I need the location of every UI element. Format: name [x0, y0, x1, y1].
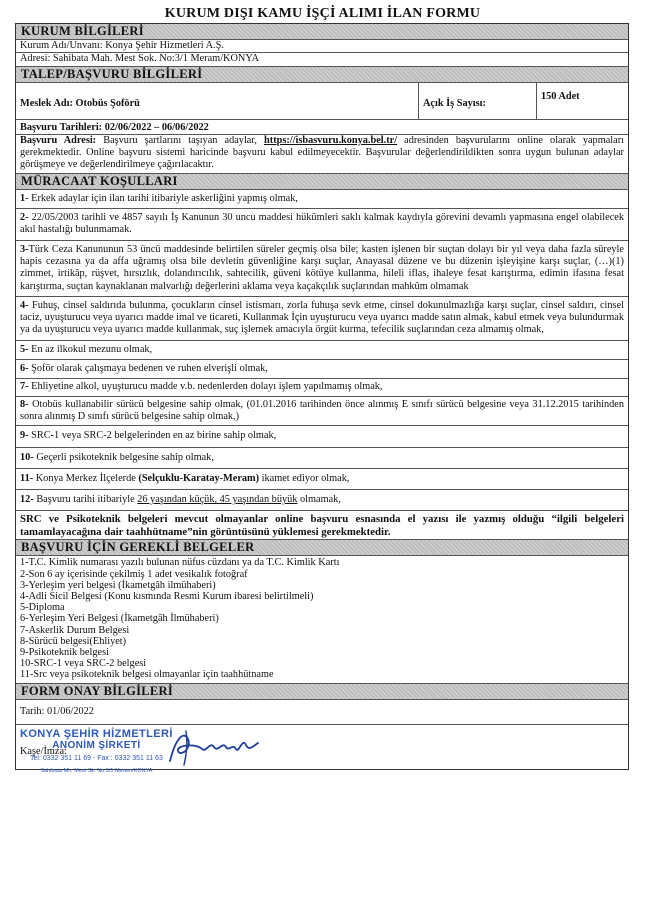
kosul-6-text: Şoför olarak çalışmaya bedenen ve ruhen elverişli olmak,	[31, 363, 268, 375]
belge-item: 6-Yerleşim Yeri Belgesi (İkametgâh İlmühaberi)	[20, 613, 219, 625]
onay-tarih-label: Tarih:	[20, 705, 45, 717]
kosul-11-number: 11-	[20, 472, 34, 484]
onay-header: FORM ONAY BİLGİLERİ	[16, 684, 628, 700]
kosul-11-districts: (Selçuklu-Karatay-Meram)	[138, 472, 260, 484]
belge-item: 2-Son 6 ay içerisinde çekilmiş 1 adet vesikalık fotoğraf	[20, 568, 248, 580]
kurum-header: KURUM BİLGİLERİ	[16, 24, 628, 40]
belgeler-header: BAŞVURU İÇİN GEREKLİ BELGELER	[16, 540, 628, 556]
kosul-6-number: 6-	[20, 363, 29, 375]
belge-item: 8-Sürücü belgesi(Ehliyet)	[20, 635, 127, 647]
meslek-cell	[16, 83, 419, 119]
form-table	[15, 23, 629, 774]
kase-imza-row	[16, 725, 628, 774]
src-note: SRC ve Psikoteknik belgeleri mevcut olmayanlar online başvuru esnasında el yazısı ile yazmış olduğu “ilgili belgeleri tamamlayacağına dair taahhütname”nin görüntüsünü yüklemesi gerekmektedir.	[16, 511, 628, 540]
kosul-11-text-end: ikamet ediyor olmak,	[261, 472, 350, 484]
belge-item: 10-SRC-1 veya SRC-2 belgesi	[20, 658, 147, 670]
meslek-label: Meslek Adı:	[20, 97, 73, 109]
kurum-adi-label: Kurum Adı/Unvanı:	[20, 40, 103, 51]
kosul-2-text: 22/05/2003 tarihli ve 4857 sayılı İş Kanunun 30 uncu maddesi hükümleri saklı kalmak kaydıyla görevini devamlı yapmasına engel olabilecek akıl hastalığı bulunmamak.	[20, 212, 624, 236]
kosul-8-number: 8-	[20, 398, 29, 410]
kosul-2	[16, 209, 628, 241]
belge-item: 5-Diploma	[20, 602, 65, 614]
stamp-line-2: ANONİM ŞİRKETİ	[52, 740, 141, 752]
form-title: KURUM DIŞI KAMU İŞÇİ ALIMI İLAN FORMU	[164, 6, 481, 21]
kosul-5-number: 5-	[20, 343, 29, 355]
belge-item: 3-Yerleşim yeri belgesi (İkametgâh ilmühaberi)	[20, 579, 216, 591]
talep-header: TALEP/BAŞVURU BİLGİLERİ	[16, 67, 628, 83]
kosul-1	[16, 190, 628, 209]
kosul-9	[16, 426, 628, 447]
basvuru-adres-text1: Başvuru şartlarını taşıyan adaylar,	[103, 134, 257, 146]
kosul-9-number: 9-	[20, 430, 29, 442]
kosul-9-text: SRC-1 veya SRC-2 belgelerinden en az birine sahip olmak,	[31, 430, 277, 442]
kosul-7	[16, 379, 628, 396]
basvuru-adres-row	[16, 135, 628, 174]
meslek-value: Otobüs Şoförü	[75, 97, 140, 109]
basvuru-tarih-label: Başvuru Tarihleri:	[20, 121, 103, 133]
kosul-2-number: 2-	[20, 212, 29, 224]
meslek-row	[16, 83, 628, 120]
belge-item: 9-Psikoteknik belgesi	[20, 647, 109, 659]
kosul-6	[16, 360, 628, 379]
belge-item: 7-Askerlik Durum Belgesi	[20, 624, 130, 636]
basvuru-adres-label: Başvuru Adresi:	[20, 134, 97, 146]
kosul-5-text: En az ilkokul mezunu olmak,	[31, 343, 153, 355]
kase-imza-label: Kaşe/İmza:	[20, 745, 67, 757]
acik-is-value: 150 Adet	[541, 90, 580, 102]
kurum-adres-label: Adresi:	[20, 53, 51, 65]
muracaat-header: MÜRACAAT KOŞULLARI	[16, 174, 628, 190]
onay-tarih-row	[16, 700, 628, 725]
onay-tarih: 01/06/2022	[47, 705, 94, 717]
kosul-11	[16, 469, 628, 490]
kosul-4	[16, 297, 628, 341]
kosul-12-number: 12-	[20, 494, 34, 506]
belge-item: 1-T.C. Kimlik numarası yazılı bulunan nüfus cüzdanı ya da T.C. Kimlik Kartı	[20, 557, 340, 569]
kurum-adi: Konya Şehir Hizmetleri A.Ş.	[105, 40, 224, 51]
kosul-5	[16, 341, 628, 360]
stamp-line-4: Sahibata Mh. Mest Sk. No:3/1 Meram/KONYA	[40, 767, 153, 774]
basvuru-tarih: 02/06/2022 – 06/06/2022	[104, 121, 209, 133]
kosul-1-text: Erkek adaylar için ilan tarihi itibariyle askerliğini yapmış olmak,	[31, 192, 298, 204]
kurum-adres: Sahibata Mah. Mest Sok. No:3/1 Meram/KONYA	[52, 53, 260, 65]
kosul-8-text: Otobüs kullanabilir sürücü belgesine sahip olmak, (01.01.2016 tarihinden önce alınmış E sınıfı sürücü belgesine veya 31.12.2015 tarihinden sonra alınmış D sınıfı sürücü belgesine sahip olmak,)	[20, 398, 624, 422]
kosul-7-text: Ehliyetine alkol, uyuşturucu madde v.b. nedenlerden dolayı işlem yapılmamış olmak,	[31, 381, 383, 393]
kosul-12	[16, 490, 628, 511]
kosul-12-text-end: olmamak,	[300, 494, 341, 506]
kosul-1-number: 1-	[20, 192, 29, 204]
belgeler-list	[16, 556, 628, 683]
basvuru-url-link[interactable]: https://isbasvuru.konya.bel.tr/	[264, 134, 398, 146]
kosul-10	[16, 448, 628, 469]
kosul-4-number: 4-	[20, 299, 29, 311]
kosul-12-age-range: 26 yaşından küçük, 45 yaşından büyük	[137, 494, 298, 506]
acik-is-label: Açık İş Sayısı:	[419, 83, 537, 119]
kosul-12-text: Başvuru tarihi itibariyle	[36, 494, 135, 506]
basvuru-adres-text2: adresinden başvurularını online olarak yapmaları gerekmektedir. Online başvuru sistemi haricinde başvuru kabul edilmeyecektir. Başvurular değerlendirildikten sonra uygun bulunan adaylar görüşmeye ve değerlendirilmeye çağırılacaktır.	[20, 134, 625, 171]
tarih-row	[16, 120, 628, 135]
kosul-3-text: Türk Ceza Kanununun 53 üncü maddesinde belirtilen süreler geçmiş olsa bile; kasten işlenen bir suçtan dolayı bir yıl veya daha fazla süreyle hapis cezasına ya da affa uğramış olsa bile devletin güvenliğine karşı suçlar, Anayasal düzene ve bu düzenin işleyişine karşı suçlar, (…)(1) zimmet, irtikâp, rüşvet, hırsızlık, dolandırıcılık, sahtecilik, güveni kötüye kullanma, hileli iflas, ihaleye fesat karıştırma, edimin ifasına fesat karıştırma, suçtan kaynaklanan malvarlığı değerlerini aklama veya kaçakçılık suçlarından mahkûm olmamak	[20, 243, 624, 292]
kosul-10-number: 10-	[20, 451, 34, 463]
kurum-adres-row	[16, 53, 628, 66]
belge-item: 11-Src veya psikoteknik belgesi olmayanlar için taahhütname	[20, 669, 274, 681]
kosul-10-text: Geçerli psikoteknik belgesine sahip olmak,	[36, 451, 214, 463]
belge-item: 4-Adli Sicil Belgesi (Konu kısmında Resmi Kurum ibaresi belirtilmeli)	[20, 591, 314, 603]
signature-icon	[166, 727, 286, 767]
stamp-line-1: KONYA ŞEHİR HİZMETLERİ	[20, 727, 173, 740]
kosul-4-text: Fuhuş, cinsel saldırıda bulunma, çocukların cinsel istismarı, zorla fuhuşa sevk etme, cinsel dokunulmazlığa karşı suçlar, cinsel saldırı, cinsel taciz, uyuşturucu veya uyarıcı madde imal ve ticareti, Kullanmak İçin uyuşturucu veya uyarıcı madde satın almak, kabul etmek veya bulundurmak ya da uyuşturucu veya uyarıcı madde kullanmak, suç işlemek amacıyla örgüt kurma, tefecilik suçlarından ceza almamış olmak,	[20, 299, 624, 336]
kosul-3-number: 3-	[20, 243, 29, 255]
kosul-8	[16, 397, 628, 427]
kurum-adi-row	[16, 40, 628, 53]
kosul-11-text: Konya Merkez İlçelerde	[35, 472, 136, 484]
kosul-7-number: 7-	[20, 381, 29, 393]
kosul-3	[16, 241, 628, 297]
stamp-line-3: Tel: 0332 351 11 69 - Fax : 0332 351 11 63	[30, 754, 163, 762]
